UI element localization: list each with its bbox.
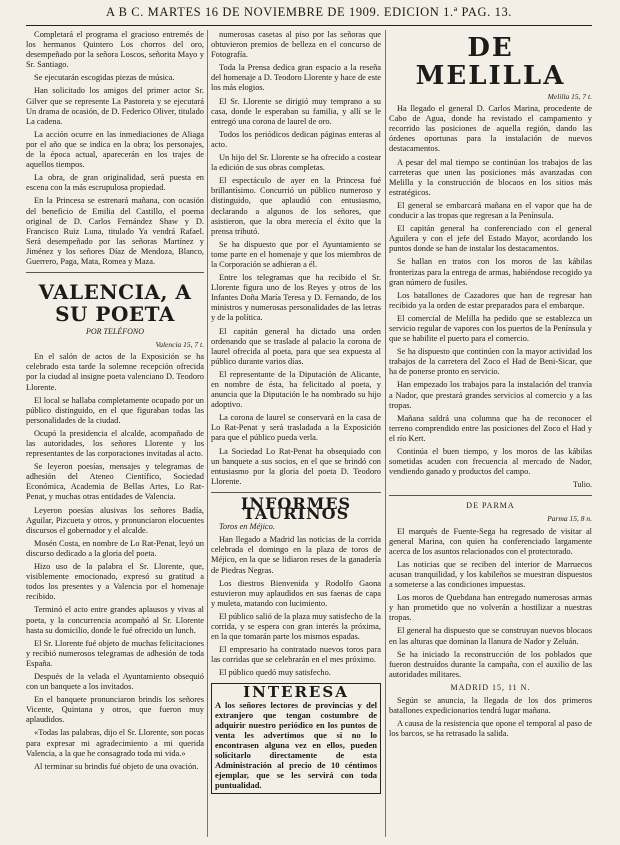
- paragraph: Terminó el acto entre grandes aplausos y vivas al poeta, y la concurrencia acompañó al Sr. Llorente hasta su domicilio, donde le fué ofrecido un lunch.: [26, 605, 204, 635]
- paragraph: El marqués de Fuente-Sega ha regresado de visitar al general Marina, con quien ha conferenciado largamente acerca de los asuntos relacionados con el protectorado.: [389, 526, 592, 556]
- paragraph: numerosas casetas al piso por las señoras que obtuvieron premios de belleza en el concurso de Fotografía.: [211, 30, 381, 60]
- paragraph: Mosén Costa, en nombre de Lo Rat-Penat, leyó un discurso dedicado a la gloria del poeta.: [26, 538, 204, 558]
- paragraph: El general se embarcará mañana en el vapor que ha de conducir a las tropas que regresan a la Península.: [389, 200, 592, 221]
- paragraph: Los batallones de Cazadores que han de regresar han recibido ya la orden de estar preparados para el embarque.: [389, 290, 592, 310]
- paragraph: Toros en Méjico.: [219, 522, 275, 532]
- paragraph: El Sr. Llorente se dirigió muy temprano a su casa, donde le esperaban su familia, y allí se le entregó una corona de laurel de oro.: [211, 96, 381, 126]
- article-headline: INFORMES TAURINOS: [240, 493, 352, 524]
- paragraph: Se ejecutarán escogidas piezas de música.: [34, 73, 175, 83]
- paragraph: Leyeron poesías alusivas los señores Badía, Aguilar, Pizcueta y otros, y pronunciaron elocuentes discursos el gobernador y el alcalde.: [26, 505, 204, 535]
- paragraph: A pesar del mal tiempo se continúan los trabajos de las carreteras que unen las posiciones más avanzadas con Melilla y la construcción de blocaos en los sitios más estratégicos.: [389, 157, 592, 197]
- paragraph: Han llegado a Madrid las noticias de la corrida celebrada el domingo en la plaza de toros de Méjico, en la que se lidiaron reses de la ganadería de Piedras Negras.: [211, 535, 381, 575]
- column-rule: [207, 30, 208, 837]
- paragraph: El general ha dispuesto que se construyan nuevos blocaos en las alturas que dominan la llanura de Nador y Zeluán.: [389, 626, 592, 646]
- paragraph: En la Princesa se estrenará mañana, con ocasión del beneficio de Emilia del Castillo, el poema original de D. Carlos Fernández Shaw y D. Francisco Ruiz Luna, titulado Ya vendrá Rafael. Será desempeñado por las señoras Martínez y Jiménez y los señores Díaz de Mendoza, Blanco, Guerrero, Paga, Mata, Romea y Maza.: [26, 196, 204, 266]
- dateline: Parma 15, 8 n.: [547, 514, 592, 524]
- section-divider: [211, 492, 381, 493]
- section-divider: [26, 272, 204, 273]
- column-2: [211, 30, 381, 837]
- paragraph: El local se hallaba completamente ocupado por un público distinguido, en el que figuraban todas las personalidades de la ciudad.: [26, 395, 204, 425]
- paragraph: El representante de la Diputación de Alicante, en nombre de ésta, ha felicitado al poeta, y anuncia que la Diputación le ha nombrado su hijo adoptivo.: [211, 369, 381, 410]
- paragraph: Entre los telegramas que ha recibido el Sr. Llorente figura uno de los Reyes y otros de los Infantes Doña María Teresa y D. Fernando, de los ministros y numerosas personalidades de las letras y de la política.: [211, 273, 381, 323]
- paragraph: Al terminar su brindis fué objeto de una ovación.: [34, 761, 199, 771]
- dateline: Valencia 15, 7 t.: [155, 340, 204, 350]
- paragraph: El espectáculo de ayer en la Princesa fué brillantísimo. Concurrió un público numeroso y distinguido, que aplaudió con entusiasmo, declarando a algunos de los señores, que asistieron, que la obra merecía el éxito que la prensa tributó.: [211, 176, 381, 236]
- paragraph: Todos los periódicos dedican páginas enteras al acto.: [211, 129, 381, 149]
- paragraph: Se hallan en tratos con los moros de las kábilas fronterizas para la entrega de armas, habiéndose recogido ya gran número de fusiles.: [389, 257, 592, 287]
- paragraph: Hizo uso de la palabra el Sr. Llorente, que, visiblemente emocionado, expresó su gratitud a todos los presentes y a Valencia por el homenaje recibido.: [26, 562, 204, 602]
- paragraph: Ocupó la presidencia el alcalde, acompañado de las autoridades, los señores Llorente y los representantes de las corporaciones invitadas al acto.: [26, 428, 204, 459]
- paragraph: Se ha dispuesto que por el Ayuntamiento se tome parte en el homenaje y que los miembros de la Corporación se adhieran a él.: [211, 239, 381, 269]
- paragraph: El Sr. Llorente fué objeto de muchas felicitaciones y recibió numerosos telegramas de adhesión de toda España.: [26, 638, 204, 668]
- column-3: [389, 30, 592, 837]
- paragraph: El capitán general ha dictado una orden ordenando que se traslade al palacio la corona de laurel ofrecida al poeta, para que sea expuesta al público durante varios días.: [211, 326, 381, 366]
- paragraph: La Sociedad Lo Rat-Penat ha obsequiado con un banquete a sus socios, en el que se brindó con entusiasmo por la gloria del poeta D. Teodoro Llorente.: [211, 446, 381, 486]
- paragraph: Completará el programa el gracioso entremés de los hermanos Quintero Los chorros del oro, desempeñado por la señora Loscos, señorita Mayo y Sr. Santiago.: [26, 30, 204, 70]
- paragraph: Se ha dispuesto que continúen con la mayor actividad los trabajos de la carretera del Zoco el Had de Beni-Sicar, que ha de ponerse pronto en servicio.: [389, 347, 592, 377]
- section-subhead: MADRID 15, 11 N.: [450, 682, 531, 692]
- article-headline: DE MELILLA: [415, 33, 566, 91]
- paragraph: El capitán general ha conferenciado con el general Aguilera y con el jefe del Estado Mayor, acordando los puntos donde se han de instalar los destacamentos.: [389, 224, 592, 254]
- paragraph: En el banquete pronunciaron brindis los señores Vicente, Quintana y otros, que fueron muy aplaudidos.: [26, 695, 204, 725]
- dateline: Melilla 15, 7 t.: [547, 92, 592, 101]
- paragraph: El comercial de Melilla ha pedido que se establezca un servicio regular de vapores con los puertos de la Península y que se habilite el puerto para el comercio.: [389, 313, 592, 344]
- paragraph: Continúa el buen tiempo, y los moros de las kábilas sometidas acuden con frecuencia al mercado de Nador, vendiendo ganado y productos del campo.: [389, 447, 592, 477]
- article-headline: VALENCIA, A SU POETA: [38, 280, 192, 327]
- article-subhead: POR TELÉFONO: [86, 327, 144, 337]
- paragraph: El público salió de la plaza muy satisfecho de la corrida, y se espera con gran interés la próxima, en la que tomarán parte los mismos espadas.: [211, 611, 381, 642]
- paragraph: La obra, de gran originalidad, será puesta en escena con la más escrupulosa propiedad.: [26, 173, 204, 193]
- paragraph: Los moros de Quebdana han entregado numerosas armas y han prometido que no volverán a hostilizar a nuestras tropas.: [389, 593, 592, 623]
- paragraph: El empresario ha contratado nuevos toros para las corridas que se celebrarán en el mes próximo.: [211, 645, 381, 665]
- paragraph: Se ha iniciado la reconstrucción de los poblados que fueron destruídos durante la campaña, con el auxilio de las autoridades militares.: [389, 649, 592, 679]
- paragraph: Las noticias que se reciben del interior de Marruecos acusan tranquilidad, y los kabileños se muestran dispuestos a someterse a las condiciones impuestas.: [389, 559, 592, 590]
- paragraph: A causa de la resistencia que opone el temporal al paso de los barcos, se ha retrasado la salida.: [389, 719, 592, 739]
- paragraph: Han solicitado los amigos del primer actor Sr. Gilver que se represente La Pastoreta y se ejecutará Un drama de ocasión, de D. Federico Oliver, titulado La cadena.: [26, 86, 204, 126]
- paragraph: En el salón de actos de la Exposición se ha celebrado esta tarde la solemne recepción ofrecida por la ciudad al insigne poeta valenciano D. Teodoro Llorente.: [26, 352, 204, 392]
- column-rule: [385, 30, 386, 837]
- paragraph: La acción ocurre en las inmediaciones de Aliaga por el año que se indica en la obra; los personajes, de la época actual, aparecerán en los trajes de aquellos tiempos.: [26, 129, 204, 170]
- paragraph: La corona de laurel se conservará en la casa de Lo Rat-Penat y será trasladada a la Exposición para que el público pueda verla.: [211, 413, 381, 443]
- paragraph: Después de la velada el Ayuntamiento obsequió con un banquete a los invitados.: [26, 671, 204, 692]
- section-divider: [389, 495, 592, 496]
- notice-body: A los señores lectores de provincias y del extranjero que tengan costumbre de adquirir nuestro periódico en los puntos de venta les advertimos que si no lo encontrasen alguna vez en ellos, pueden solicitarlo directamente de esta Administración al precio de 10 céntimos ejemplar, que se les servirá con toda puntualidad.: [215, 699, 377, 790]
- paragraph: Se leyeron poesías, mensajes y telegramas de adhesión del Ateneo Científico, Sociedad Económica, Academia de Bellas Artes, Lo Rat-Penat, y muchas otras entidades de Valencia.: [26, 462, 204, 502]
- paragraph: Un hijo del Sr. Llorente se ha ofrecido a costear la edición de sus obras completas.: [211, 153, 381, 173]
- notice-title: INTERESA: [243, 683, 349, 702]
- notice-box: [211, 683, 381, 793]
- column-1: [26, 30, 204, 837]
- paragraph: El público quedó muy satisfecho.: [219, 668, 331, 678]
- paragraph: Toda la Prensa dedica gran espacio a la reseña del homenaje a D. Teodoro Llorente y hace de este los más elogios.: [211, 63, 381, 93]
- paragraph: Los diestros Bienvenida y Rodolfo Gaona estuvieron muy aplaudidos en sus faenas de capa y muleta, matando con lucimiento.: [211, 578, 381, 608]
- page-header: A B C. MARTES 16 DE NOVIEMBRE DE 1909. EDICION 1.ª PAG. 13.: [26, 5, 592, 26]
- paragraph: Según se anuncia, la llegada de los dos primeros batallones expedicionarios tendrá lugar mañana.: [389, 695, 592, 716]
- signature: Tulio.: [572, 480, 592, 490]
- section-subhead: DE PARMA: [466, 501, 515, 511]
- paragraph: Mañana saldrá una columna que ha de reconocer el terreno comprendido entre las posiciones del Zoco el Had y el río Kert.: [389, 413, 592, 443]
- paragraph: «Todas las palabras, dijo el Sr. Llorente, son pocas para expresar mi agradecimiento a mi querida Valencia, a la que he consagrado toda mi vida.»: [26, 728, 204, 758]
- paragraph: Han empezado los trabajos para la instalación del tranvía a Nador, que prestará grandes servicios al comercio y a las tropas.: [389, 380, 592, 410]
- paragraph: Ha llegado el general D. Carlos Marina, procedente de Cabo de Agua, donde ha revistado el campamento y recorrido las posiciones de aquella región, dando las órdenes oportunas para la instalación de nuevos destacamentos.: [389, 104, 592, 154]
